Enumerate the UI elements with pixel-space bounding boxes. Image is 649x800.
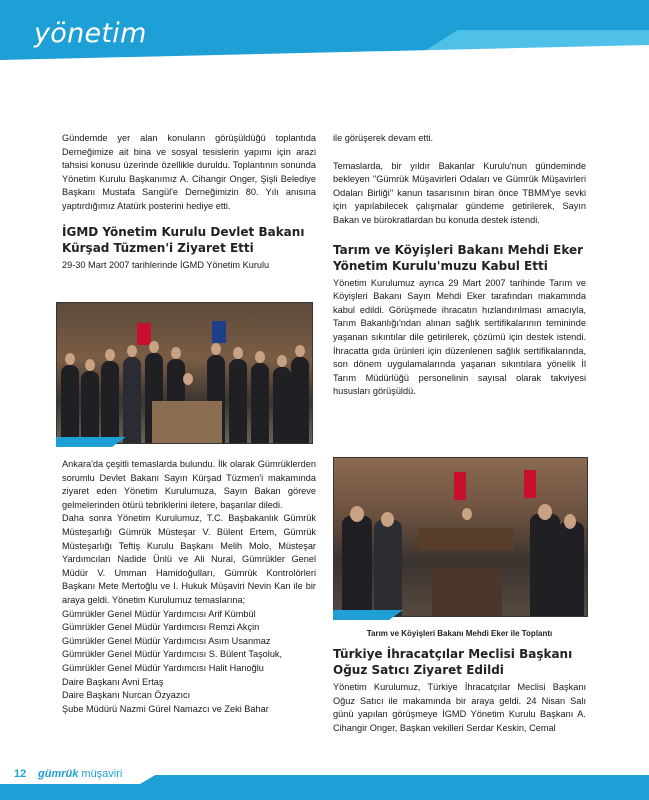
paragraph: Temaslarda, bir yıldır Bakanlar Kurulu'nun gündeminde bekleyen "Gümrük Müşavirleri Odaları ve Gümrük Müşavirleri Odaları Birliği" kanun tasarısının biran önce TBMM'ye sevki için yapılabilecek çalışmalar gündeme getirilerek, Sayın Bakan ve bürokratlardan bu konuda destek istendi. [333,160,586,225]
magazine-brand [38,768,122,780]
footer-bar [0,784,649,800]
photo-tuzmen-meeting [56,302,313,444]
paragraph: Yönetim Kurulumuz, Türkiye İhracatçılar Meclisi Başkanı Oğuz Satıcı ile makamında bir araya geldi. 24 Nisan Salı günü yapılan görüşmeye İGMD Yönetim Kurulu Başkanı A. Cihangir Onger, Başkan vekilleri Serdar Keskin, Cemal [333,682,586,733]
intro-paragraph: Gündemde yer alan konuların görüşüldüğü toplantıda Derneğimize ait bina ve sosyal tesislerin yapımı için arazi tahsisi konusu üzerinde özellikle duruldu. Toplantının sonunda Yönetim Kurulu Başkanımız A. Cihangir Onger, Şişli Belediye Başkanı Mustafa Sarıgül'e Derneğimizin 80. Yılı anısına yaptırdığımız Atatürk posterini hediye etti. [62,133,316,211]
list-item: Gümrükler Genel Müdür Yardımcısı Asım Usanmaz [62,635,271,646]
article-lead: 29-30 Mart 2007 tarihlerinde İGMD Yönetim Kurulu [62,259,270,270]
brand-light: müşaviri [81,768,123,780]
list-item: Daire Başkanı Nurcan Özyazıcı [62,690,191,701]
section-title: yönetim [34,18,147,49]
footer-accent-line [140,775,649,784]
list-item: Gümrükler Genel Müdür Yardımcısı S. Bülent Taşoluk, [62,649,283,660]
column-left-bottom [62,458,316,716]
paragraph: ile görüşerek devam etti. [333,133,434,143]
brand-bold: gümrük [38,768,79,780]
list-item: Gümrükler Genel Müdür Yardımcısı Halit Hanoğlu [62,662,264,673]
flag-icon [212,321,226,343]
flag-icon [524,470,536,498]
flag-icon [137,323,151,345]
column-left-top [62,132,316,272]
list-item: Gümrükler Genel Müdür Yardımcısı Arif Kümbül [62,608,256,619]
photo-corner-accent [333,610,403,620]
article-heading-satici: Türkiye İhracatçılar Meclisi Başkanı Oğuz Satıcı Ziyaret Edildi [333,647,573,677]
paragraph: Daha sonra Yönetim Kurulumuz, T.C. Başbakanlık Gümrük Müsteşarlığı Gümrük Müsteşar V. Bülent Ertem, Gümrük Müsteşarlığı Teftiş Kurulu Başkanı Melih Molo, Müsteşar Yardımcıları Nadide Ünlü ve Ali Nural, Gümrükler Genel Müdür V. Umman Hamidoğulları, Gümrük Kontrolörleri Başkanı Mete Mertoğlu ve I. Hukuk Müşaviri Nevin Kan ile bir araya geldi. Yönetim Kurulumuz temaslarına; [62,513,316,605]
paragraph: Yönetim Kurulumuz ayrıca 29 Mart 2007 tarihinde Tarım ve Köyişleri Bakanı Sayın Mehdi Eker tarafından makamında kabul edildi. Görüşmede ihracatın hızlandırılması amacıyla, Tarım Bakanlığı'ndan alınan sağlık sertifikalarının temininde yaşanan sıkıntılar dile getirilerek, çözümü için destek istendi. İhracatta gıda ürünleri için düzenlenen sağlık sertifikalarında, son dönem uygulamalarında yaşanan sıkıntılara yönelik İl Tarım Müdürlüğü personelinin sayısal olarak takviyesi hususları görüşüldü. [333,277,586,397]
column-right [333,132,586,399]
page-number: 12 [14,768,27,780]
list-item: Daire Başkanı Avni Ertaş [62,676,164,687]
article-heading-eker: Tarım ve Köyişleri Bakanı Mehdi Eker Yönetim Kurulu'muzu Kabul Etti [333,242,584,273]
flag-icon [454,472,466,500]
photo-eker-meeting [333,457,588,617]
paragraph: Ankara'da çeşitli temaslarda bulundu. İlk olarak Gümrüklerden sorumlu Devlet Bakanı Sayın Kürşad Tüzmen'i makamında ziyaret eden Yönetim Kurulumuza, Sayın Bakan göreve gelmelerinden ötürü tebriklerini iletere, başarılar diledi. [62,459,316,510]
column-right-bottom [333,646,586,735]
list-item: Gümrükler Genel Müdür Yardımcısı Remzi Akçin [62,622,260,633]
article-heading-tuzmen: İGMD Yönetim Kurulu Devlet Bakanı Kürşad Tüzmen'i Ziyaret Etti [62,224,305,255]
list-item: Şube Müdürü Nazmi Gürel Namazcı ve Zeki Bahar [62,703,269,714]
photo-corner-accent [56,437,126,447]
photo-caption: Tarım ve Köyişleri Bakanı Mehdi Eker ile Toplantı [366,629,553,638]
